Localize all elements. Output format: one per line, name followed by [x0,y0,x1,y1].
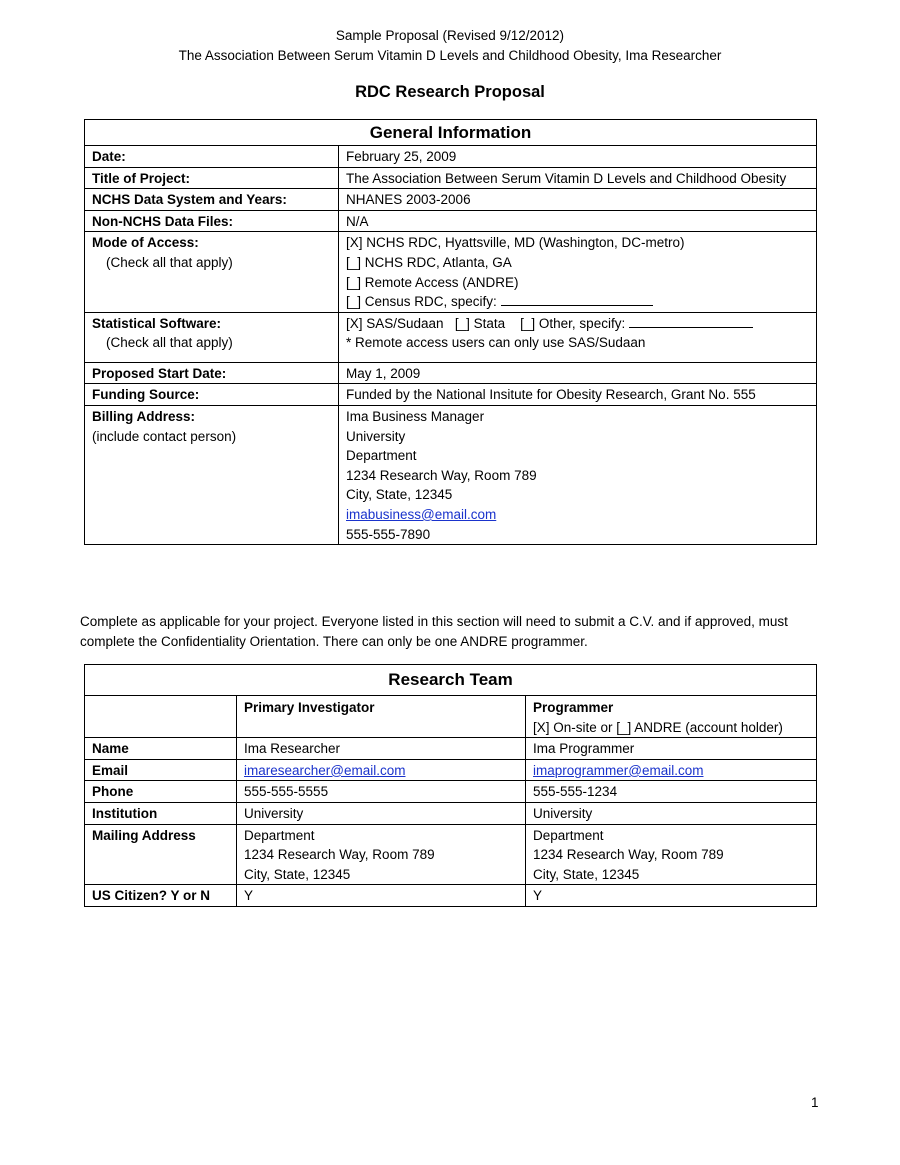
billing-row [85,405,817,544]
statistical-software-label-cell [85,312,339,362]
nchs-data-label: NCHS Data System and Years: [85,189,339,211]
funding-label: Funding Source: [85,384,339,406]
pi-citizen: Y [237,885,526,907]
general-information-heading: General Information [85,120,817,146]
other-specify-blank [629,314,753,328]
team-mailing-row [85,824,817,885]
billing-hint: (include contact person) [92,428,237,444]
access-option: [_] NCHS RDC, Atlanta, GA [346,254,512,270]
software-option-stata: [_] Stata [454,315,506,331]
pi-email-link[interactable]: imaresearcher@email.com [244,762,406,778]
team-name-row [85,738,817,760]
institution-label: Institution [85,802,237,824]
access-option-census: [_] Census RDC, specify: [346,292,809,312]
team-email-row [85,759,817,781]
research-team-heading: Research Team [85,665,817,696]
billing-line: 1234 Research Way, Room 789 [346,467,537,483]
non-nchs-row [85,210,817,232]
mode-of-access-hint: (Check all that apply) [106,254,233,270]
date-row [85,146,817,168]
billing-line: Department [346,448,417,464]
pi-institution: University [237,802,526,824]
mode-of-access-options [339,232,817,312]
programmer-email-link[interactable]: imaprogrammer@email.com [533,762,704,778]
empty-header-cell [85,696,237,738]
team-phone-row [85,781,817,803]
programmer-mailing-address [526,824,817,885]
billing-phone: 555-555-7890 [346,526,431,542]
census-specify-blank [501,292,653,306]
instructions-paragraph: Complete as applicable for your project. Everyone listed in this section will need to submit a C.V. and if approved, must complete the Confidentiality Orientation. There can only be one ANDRE programmer. [80,614,788,649]
programmer-column-header-cell [526,696,817,738]
programmer-column-header: Programmer [533,700,614,715]
page-number: 1 [811,1095,819,1110]
software-option-sas: [X] SAS/Sudaan [346,315,444,331]
team-citizen-row [85,885,817,907]
start-date-value: May 1, 2009 [339,362,817,384]
project-title-value: The Association Between Serum Vitamin D Levels and Childhood Obesity [339,167,817,189]
project-title-row [85,167,817,189]
billing-label-cell [85,405,339,544]
pi-mailing-address [237,824,526,885]
programmer-phone: 555-555-1234 [526,781,817,803]
phone-label: Phone [85,781,237,803]
billing-line: University [346,428,406,444]
header-line-1: Sample Proposal (Revised 9/12/2012) [335,28,565,43]
general-information-table [84,119,817,545]
start-date-label: Proposed Start Date: [85,362,339,384]
mailing-address-label: Mailing Address [85,824,237,885]
programmer-institution: University [526,802,817,824]
date-label: Date: [85,146,339,168]
non-nchs-label: Non-NCHS Data Files: [85,210,339,232]
nchs-data-value: NHANES 2003-2006 [339,189,817,211]
billing-line: City, State, 12345 [346,487,453,503]
pi-mail-line: Department [244,827,315,843]
nchs-data-row [85,189,817,211]
funding-value: Funded by the National Insitute for Obesity Research, Grant No. 555 [339,384,817,406]
email-label: Email [85,759,237,781]
pi-mail-line: 1234 Research Way, Room 789 [244,847,435,863]
access-option: [_] Remote Access (ANDRE) [346,274,519,290]
mode-of-access-label-cell [85,232,339,312]
us-citizen-label: US Citizen? Y or N [85,885,237,907]
statistical-software-label: Statistical Software: [92,315,222,331]
team-institution-row [85,802,817,824]
access-option: [X] NCHS RDC, Hyattsville, MD (Washington, DC-metro) [346,235,685,251]
funding-row [85,384,817,406]
statistical-software-options [339,312,817,362]
statistical-software-hint: (Check all that apply) [106,335,233,351]
programmer-access-type: [X] On-site or [_] ANDRE (account holder) [533,719,783,735]
start-date-row [85,362,817,384]
software-options-line [346,314,809,334]
programmer-name: Ima Programmer [526,738,817,760]
programmer-mail-line: Department [533,827,604,843]
header-line-2: The Association Between Serum Vitamin D Levels and Childhood Obesity, Ima Researcher [178,48,722,63]
project-title-label: Title of Project: [85,167,339,189]
programmer-citizen: Y [526,885,817,907]
statistical-software-row [85,312,817,362]
programmer-mail-line: City, State, 12345 [533,866,640,882]
pi-mail-line: City, State, 12345 [244,866,351,882]
pi-phone: 555-555-5555 [237,781,526,803]
research-team-table [84,664,817,907]
name-label: Name [85,738,237,760]
date-value: February 25, 2009 [339,146,817,168]
document-title: RDC Research Proposal [355,83,545,101]
mode-of-access-label: Mode of Access: [92,235,199,251]
pi-name: Ima Researcher [237,738,526,760]
non-nchs-value: N/A [339,210,817,232]
billing-label: Billing Address: [92,408,196,424]
mode-of-access-row [85,232,817,312]
billing-email-link[interactable]: imabusiness@email.com [346,506,497,522]
billing-line: Ima Business Manager [346,408,485,424]
team-column-header-row [85,696,817,738]
software-note: * Remote access users can only use SAS/Sudaan [346,335,646,351]
billing-address [339,405,817,544]
software-option-other: [_] Other, specify: [520,315,626,331]
programmer-mail-line: 1234 Research Way, Room 789 [533,847,724,863]
pi-column-header: Primary Investigator [237,696,526,738]
